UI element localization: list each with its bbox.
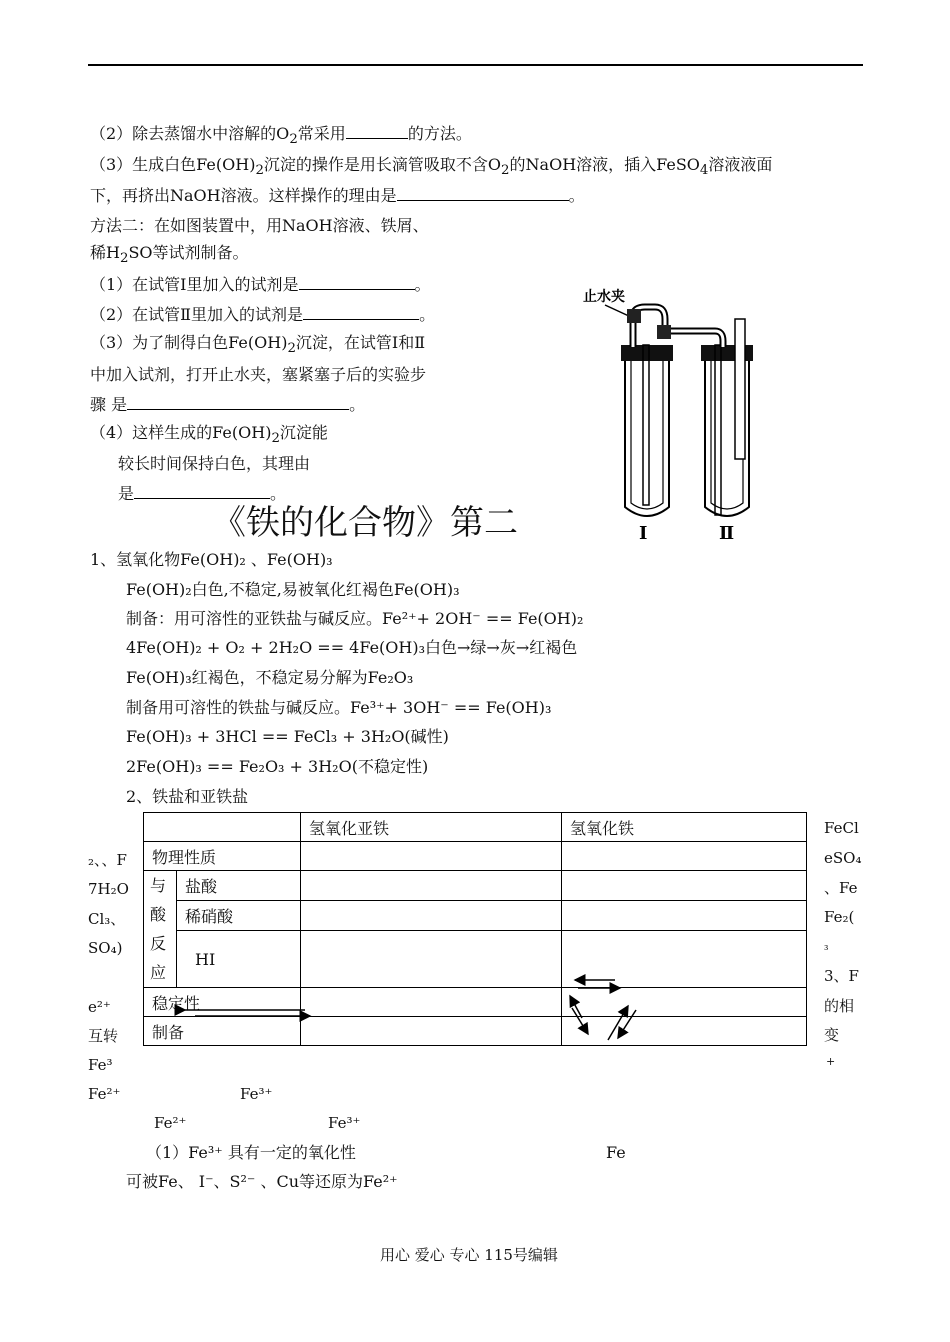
left-frag-4: SO₄): [88, 939, 123, 957]
row-stability: 稳定性: [144, 988, 301, 1017]
row-preparation: 制备: [144, 1017, 301, 1046]
row-hno3: 稀硝酸: [177, 901, 301, 931]
right-frag-3: 、Fe: [824, 879, 858, 897]
method2: 方法二：在如图装置中，用NaOH溶液、铁屑、: [90, 216, 429, 235]
reduction-note: 可被Fe、 I⁻、S²⁻ 、Cu等还原为Fe²⁺: [126, 1172, 398, 1191]
ion-fe3-a: Fe³⁺: [240, 1085, 273, 1103]
ion-fe2-b: Fe²⁺: [154, 1114, 187, 1132]
sec1-g: 2Fe(OH)₃ == Fe₂O₃ + 3H₂O(不稳定性): [126, 757, 429, 776]
q2-line: （2）除去蒸馏水中溶解的$O_2$常采用 的方法。: [90, 124, 472, 148]
m2-q3-line3: 骤 是 。: [90, 395, 366, 414]
page-footer: 用心 爱心 专心 115号编辑: [380, 1246, 558, 1264]
left-frag-3: Cl₃、: [88, 910, 126, 928]
m2-q3: （3）为了制得白色$Fe(OH)_2$沉淀，在试管Ⅰ和Ⅱ: [90, 333, 426, 357]
sec1-e: 制备用可溶性的铁盐与碱反应。Fe³⁺+ 3OH⁻ == Fe(OH)₃: [126, 698, 552, 717]
page-title: 《铁的化合物》第二: [212, 503, 518, 543]
sec1-d: Fe(OH)₃红褐色，不稳定易分解为Fe₂O₃: [126, 668, 414, 687]
m2-q2: （2）在试管Ⅱ里加入的试剂是 。: [90, 305, 436, 324]
left-frag-7: Fe³: [88, 1056, 113, 1074]
tube1-label: Ⅰ: [639, 523, 648, 544]
left-frag-5: e²⁺: [88, 998, 111, 1016]
left-frag-2: 7H₂O: [88, 880, 129, 898]
row-physical: 物理性质: [144, 842, 301, 871]
right-frag-5: ₃: [824, 940, 829, 953]
row-hi: HI: [177, 931, 301, 988]
m2-q3-line2: 中加入试剂，打开止水夹，塞紧塞子后的实验步: [90, 365, 427, 384]
m2-q1: （1）在试管Ⅰ里加入的试剂是 。: [90, 275, 431, 294]
left-frag-1: ₂、、F: [88, 851, 127, 869]
q3-line2: 下，再挤出NaOH溶液。这样操作的理由是 。: [90, 186, 585, 205]
sec1-b: 制备：用可溶性的亚铁盐与碱反应。Fe²⁺+ 2OH⁻ == Fe(OH)₂: [126, 609, 584, 628]
sec1-a: Fe(OH)₂白色,不稳定,易被氧化红褐色Fe(OH)₃: [126, 580, 460, 599]
m2-q4-line2: 较长时间保持白色，其理由: [118, 454, 311, 473]
m2-q4-line3: 是 。: [118, 484, 287, 503]
method2-line2: 稀$H_2SO$等试剂制备。: [90, 243, 249, 267]
right-frag-4: Fe₂(: [824, 908, 855, 926]
acid-reaction-group: 与 酸 反 应: [144, 871, 177, 988]
sec1-heading: 1、氢氧化物Fe(OH)₂ 、Fe(OH)₃: [90, 550, 333, 569]
row-hcl: 盐酸: [177, 871, 301, 901]
left-frag-6: 互转: [88, 1027, 119, 1045]
right-frag-2: eSO₄: [824, 849, 862, 867]
right-frag-7: 的相: [824, 997, 855, 1015]
right-frag-1: FeCl: [824, 819, 859, 837]
right-frag-6: 3、F: [824, 967, 859, 985]
m2-q4: （4）这样生成的$Fe(OH)_2$沉淀能: [90, 423, 328, 447]
right-frag-9: +: [826, 1055, 836, 1068]
right-frag-8: 变: [824, 1026, 840, 1044]
tube2-label: Ⅱ: [719, 523, 735, 544]
col-header-ferric-hydroxide: 氢氧化铁: [562, 813, 807, 842]
ion-fe2-a: Fe²⁺: [88, 1085, 121, 1103]
sec1-c: 4Fe(OH)₂ + O₂ + 2H₂O == 4Fe(OH)₃白色→绿→灰→红褐色: [126, 638, 578, 657]
ion-fe3-b: Fe³⁺: [328, 1114, 361, 1132]
oxidizing-note: （1）Fe³⁺ 具有一定的氧化性: [146, 1143, 356, 1162]
q3-line: （3）生成白色$Fe(OH)_2$沉淀的操作是用长滴管吸取不含$O_2$的NaOH溶液，插入FeSO$_4$溶液液面: [90, 155, 773, 179]
sec2-heading: 2、铁盐和亚铁盐: [126, 787, 249, 806]
col-header-ferrous-hydroxide: 氢氧化亚铁: [301, 813, 562, 842]
clamp-label: 止水夹: [583, 289, 625, 305]
sec1-f: Fe(OH)₃ + 3HCl == FeCl₃ + 3H₂O(碱性): [126, 727, 449, 746]
fe-label: Fe: [606, 1143, 626, 1162]
